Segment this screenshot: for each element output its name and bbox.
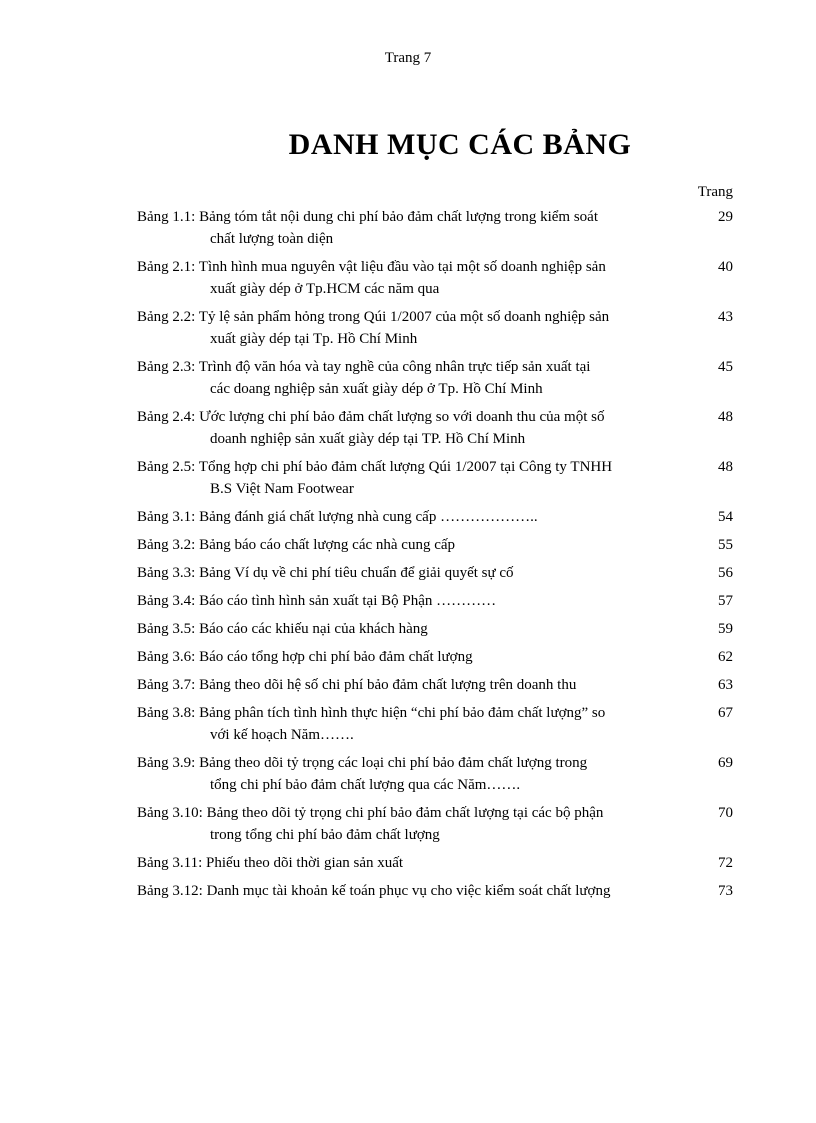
toc-entry-page-number: 62 <box>718 649 733 665</box>
toc-entry <box>137 752 733 796</box>
toc-entry-text <box>137 702 663 746</box>
toc-entry-page-number: 69 <box>718 755 733 771</box>
toc-entry <box>137 562 733 584</box>
toc-entry <box>137 356 733 400</box>
toc-entry-title-continuation: xuất giày dép ở Tp.HCM các năm qua <box>210 281 440 297</box>
toc-entry-title-continuation: với kế hoạch Năm……. <box>210 727 354 743</box>
toc-entry-text <box>137 456 663 500</box>
toc-entry-title: Bảng 3.1: Bảng đánh giá chất lượng nhà cung cấp ……………….. <box>137 509 538 525</box>
toc-entry-page-number: 55 <box>718 537 733 553</box>
toc-entry-text <box>137 206 663 250</box>
toc-entry-title: Bảng 2.3: Trình độ văn hóa và tay nghề của công nhân trực tiếp sản xuất tại <box>137 359 591 375</box>
toc-entry-title: Bảng 3.6: Báo cáo tổng hợp chi phí bảo đảm chất lượng <box>137 649 473 665</box>
toc-entry <box>137 406 733 450</box>
toc-entry-page-number: 45 <box>718 359 733 375</box>
toc-entry <box>137 880 733 902</box>
toc-entry <box>137 306 733 350</box>
toc-entry <box>137 702 733 746</box>
toc-entry-title: Bảng 3.10: Bảng theo dõi tỷ trọng chi phí bảo đảm chất lượng tại các bộ phận <box>137 805 604 821</box>
toc-entry-text <box>137 534 663 556</box>
toc-entry-title-continuation: doanh nghiệp sản xuất giày dép tại TP. Hồ Chí Minh <box>210 431 526 447</box>
toc-entry-title-continuation: chất lượng toàn diện <box>210 231 334 247</box>
toc-entry-title-continuation: xuất giày dép tại Tp. Hồ Chí Minh <box>210 331 418 347</box>
toc-entry-text <box>137 506 663 528</box>
toc-entry-title: Bảng 3.11: Phiếu theo dõi thời gian sản xuất <box>137 855 404 871</box>
toc-entry-text <box>137 752 663 796</box>
toc-entry-title: Bảng 3.5: Báo cáo các khiếu nại của khách hàng <box>137 621 428 637</box>
toc-entry-text <box>137 618 663 640</box>
toc-entry-title: Bảng 3.7: Bảng theo dõi hệ số chi phí bảo đảm chất lượng trên doanh thu <box>137 677 577 693</box>
toc-entry-title-continuation: tổng chi phí bảo đảm chất lượng qua các Năm……. <box>210 777 521 793</box>
toc-entry-text <box>137 256 663 300</box>
toc-entry-title: Bảng 3.3: Bảng Ví dụ về chi phí tiêu chuẩn để giải quyết sự cố <box>137 565 514 581</box>
toc-entry-title: Bảng 3.8: Bảng phân tích tình hình thực hiện “chi phí bảo đảm chất lượng” so <box>137 705 606 721</box>
page-header: Trang 7 <box>384 50 432 66</box>
toc-entry-title: Bảng 3.9: Bảng theo dõi tỷ trọng các loại chi phí bảo đảm chất lượng trong <box>137 755 588 771</box>
toc-entry-title: Bảng 1.1: Bảng tóm tắt nội dung chi phí bảo đảm chất lượng trong kiểm soát <box>137 209 598 225</box>
toc-entry-page-number: 57 <box>718 593 733 609</box>
toc-entry-page-number: 43 <box>718 309 733 325</box>
toc-entry-title-continuation: các doang nghiệp sản xuất giày dép ở Tp. Hồ Chí Minh <box>210 381 543 397</box>
toc-entry-title: Bảng 2.1: Tình hình mua nguyên vật liệu đầu vào tại một số doanh nghiệp sản <box>137 259 606 275</box>
toc-entry-page-number: 48 <box>718 459 733 475</box>
toc-entry <box>137 646 733 668</box>
toc-entry-text <box>137 590 663 612</box>
toc-entry-title-continuation: trong tổng chi phí bảo đảm chất lượng <box>210 827 440 843</box>
table-of-tables <box>137 206 733 908</box>
toc-entry <box>137 206 733 250</box>
toc-entry <box>137 256 733 300</box>
toc-entry-text <box>137 880 663 902</box>
toc-entry-title: Bảng 3.12: Danh mục tài khoản kế toán phục vụ cho việc kiểm soát chất lượng <box>137 883 611 899</box>
toc-entry-page-number: 59 <box>718 621 733 637</box>
toc-entry-title: Bảng 2.5: Tổng hợp chi phí bảo đảm chất lượng Qúi 1/2007 tại Công ty TNHH <box>137 459 613 475</box>
toc-entry-page-number: 72 <box>718 855 733 871</box>
toc-entry <box>137 802 733 846</box>
toc-entry-text <box>137 356 663 400</box>
toc-entry-text <box>137 852 663 874</box>
toc-entry-title-continuation: B.S Việt Nam Footwear <box>210 481 354 497</box>
toc-entry-page-number: 48 <box>718 409 733 425</box>
toc-entry-page-number: 73 <box>718 883 733 899</box>
toc-entry-title: Bảng 3.2: Bảng báo cáo chất lượng các nhà cung cấp <box>137 537 456 553</box>
toc-entry-text <box>137 802 663 846</box>
page-title: DANH MỤC CÁC BẢNG <box>288 128 632 161</box>
toc-entry-title: Bảng 2.2: Tỷ lệ sản phẩm hỏng trong Qúi 1/2007 của một số doanh nghiệp sản <box>137 309 610 325</box>
toc-entry <box>137 590 733 612</box>
toc-entry <box>137 506 733 528</box>
toc-entry-page-number: 29 <box>718 209 733 225</box>
toc-entry-text <box>137 674 663 696</box>
toc-entry-title: Bảng 2.4: Ước lượng chi phí bảo đảm chất lượng so với doanh thu của một số <box>137 409 605 425</box>
toc-entry-title: Bảng 3.4: Báo cáo tình hình sản xuất tại Bộ Phận ………… <box>137 593 497 609</box>
toc-entry <box>137 852 733 874</box>
toc-entry-page-number: 54 <box>718 509 733 525</box>
toc-entry-text <box>137 562 663 584</box>
toc-entry <box>137 674 733 696</box>
toc-entry-text <box>137 646 663 668</box>
page-column-label: Trang <box>697 184 733 200</box>
toc-entry <box>137 534 733 556</box>
toc-entry-page-number: 67 <box>718 705 733 721</box>
toc-entry <box>137 456 733 500</box>
toc-entry-page-number: 63 <box>718 677 733 693</box>
toc-entry <box>137 618 733 640</box>
toc-entry-page-number: 56 <box>718 565 733 581</box>
toc-entry-page-number: 40 <box>718 259 733 275</box>
toc-entry-text <box>137 306 663 350</box>
toc-entry-page-number: 70 <box>718 805 733 821</box>
toc-entry-text <box>137 406 663 450</box>
